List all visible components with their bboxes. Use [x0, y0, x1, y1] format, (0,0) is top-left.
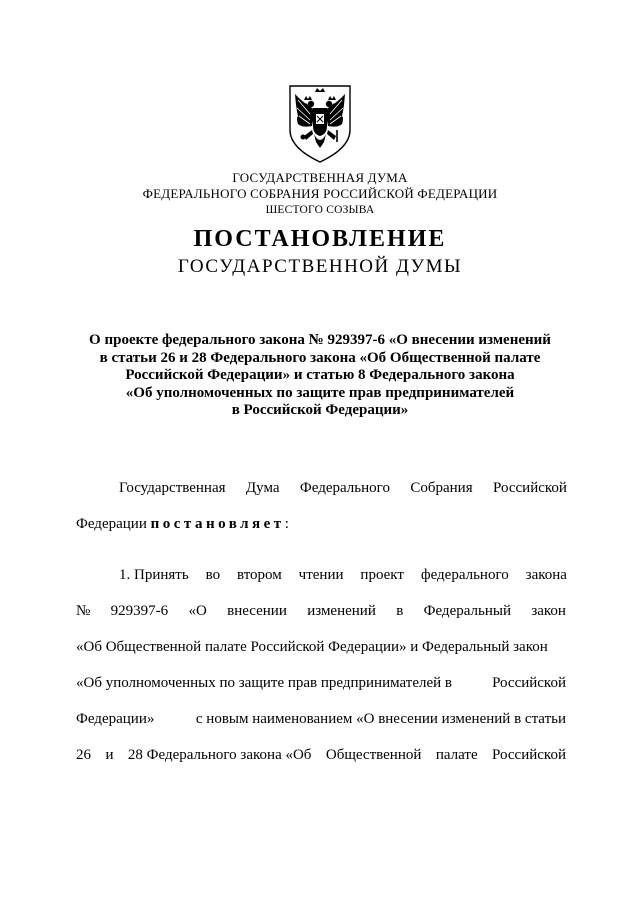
- item1-word: внесении: [227, 603, 287, 619]
- preamble-text: Федерации: [76, 516, 151, 532]
- subject-line-1: О проекте федерального закона № 929397-6 «О внесении изменений: [89, 332, 551, 348]
- item1-line-6: [76, 746, 566, 764]
- item1-word: с новым наименованием «О внесении изменений в статьи: [195, 711, 566, 727]
- item1-line-5: [76, 710, 566, 728]
- item1-word: закон: [531, 603, 566, 619]
- subject-line-5: в Российской Федерации»: [231, 402, 409, 418]
- preamble-line-2: [76, 515, 289, 533]
- org-name-line-2: ФЕДЕРАЛЬНОГО СОБРАНИЯ РОССИЙСКОЙ ФЕДЕРАЦИИ: [142, 186, 498, 201]
- item1-word: во: [205, 567, 221, 583]
- preamble-word: Дума: [245, 480, 280, 496]
- subject-line-4: «Об уполномоченных по защите прав предпринимателей: [125, 384, 515, 401]
- org-name-line-1: ГОСУДАРСТВЕННАЯ ДУМА: [232, 170, 408, 185]
- item1-word: Федеральный: [423, 603, 511, 619]
- item1-word: №: [76, 603, 91, 619]
- item1-word: закона: [525, 567, 567, 583]
- item1-word: проект: [360, 567, 404, 583]
- item1-line-4: [76, 674, 566, 692]
- item1-word: чтении: [298, 567, 344, 583]
- item1-word: и: [105, 747, 114, 763]
- item1-word: палате: [435, 747, 478, 763]
- preamble-word: Российской: [493, 480, 567, 496]
- item1-word: изменений: [307, 603, 376, 619]
- item1-word: Федерации»: [76, 711, 155, 727]
- item1-word: федерального: [420, 567, 509, 583]
- item1-word: Российской: [492, 675, 566, 691]
- subject-line-2: в статьи 26 и 28 Федерального закона «Об Общественной палате: [99, 349, 541, 366]
- item1-word: Российской: [492, 747, 566, 763]
- preamble-line-1: [119, 479, 567, 497]
- item1-word: 28 Федерального закона «Об: [127, 747, 312, 763]
- item1-word: 26: [76, 747, 91, 763]
- document-title: ПОСТАНОВЛЕНИЕ: [193, 226, 447, 252]
- preamble-word: Государственная: [119, 480, 226, 496]
- document-subject: [60, 332, 580, 420]
- item1-word: 1. Принять: [119, 567, 189, 583]
- preamble-word: Федерального: [299, 480, 390, 496]
- item1-word: втором: [236, 567, 282, 583]
- convocation-line: ШЕСТОГО СОЗЫВА: [265, 204, 375, 216]
- item1-line-3: «Об Общественной палате Российской Федерации» и Федеральный закон: [76, 639, 548, 655]
- decree-verb: постановляет: [150, 516, 285, 532]
- item1-word: Общественной: [325, 747, 422, 763]
- item1-line-1: [119, 566, 567, 584]
- item1-word: 929397-6: [110, 603, 169, 619]
- item1-word: «Об уполномоченных по защите прав предпринимателей в: [76, 675, 452, 691]
- preamble-colon: :: [284, 516, 289, 532]
- coat-of-arms-emblem: [282, 80, 358, 164]
- document-subtitle: ГОСУДАРСТВЕННОЙ ДУМЫ: [177, 256, 463, 277]
- subject-line-3: Российской Федерации» и статью 8 Федерального закона: [125, 367, 515, 383]
- item1-line-2: [76, 602, 566, 620]
- item1-word: «О: [188, 603, 207, 619]
- preamble-word: Собрания: [410, 480, 473, 496]
- item1-word: в: [396, 603, 404, 619]
